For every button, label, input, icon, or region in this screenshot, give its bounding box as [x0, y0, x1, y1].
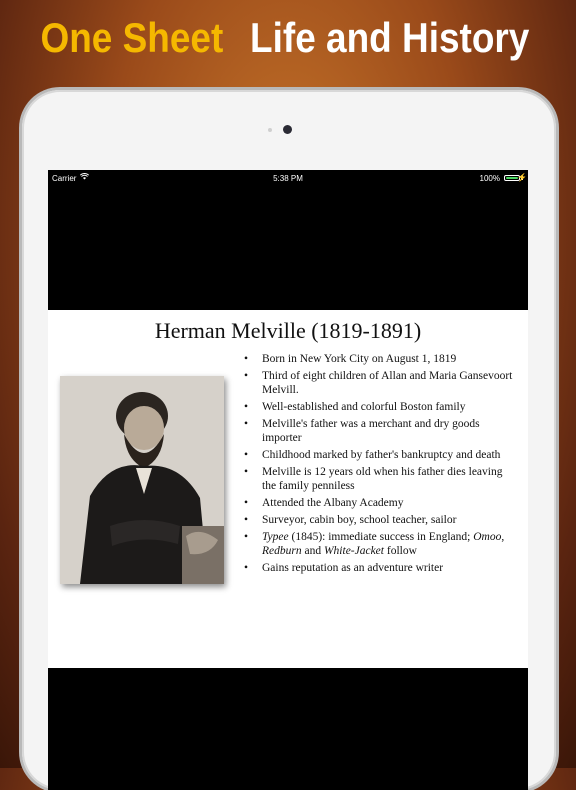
follow-text: follow [383, 545, 417, 557]
battery-percent: 100% [479, 174, 500, 183]
list-item: • Gains reputation as an adventure writer [242, 561, 518, 575]
book-title-typee: Typee [262, 531, 289, 543]
list-item: • Born in New York City on August 1, 1819 [242, 352, 518, 366]
list-item: • Melville's father was a merchant and dry goods importer [242, 417, 518, 445]
front-camera [283, 125, 292, 134]
clock: 5:38 PM [273, 174, 303, 183]
list-item: • Attended the Albany Academy [242, 496, 518, 510]
and-text: and [301, 545, 324, 557]
book-title-redburn: Redburn [262, 545, 302, 557]
slide-page [48, 310, 528, 668]
book-title-omoo: Omoo [473, 531, 502, 543]
banner-main-text: Life and History [249, 14, 530, 61]
portrait-photo [60, 376, 224, 584]
list-item: • Childhood marked by father's bankruptcy and death [242, 448, 518, 462]
charging-bolt-icon: ⚡ [517, 173, 527, 182]
bullet-list [242, 352, 518, 578]
list-item: • Well-established and colorful Boston family [242, 400, 518, 414]
list-item: • Melville is 12 years old when his father dies leaving the family penniless [242, 465, 518, 493]
tablet-screen [48, 170, 528, 790]
typee-text: (1845): immediate success in England; [288, 531, 474, 543]
list-item: • Third of eight children of Allan and Maria Gansevoort Melvill. [242, 369, 518, 397]
list-item-typee [242, 530, 518, 558]
promo-banner [0, 14, 576, 70]
list-item: • Surveyor, cabin boy, school teacher, sailor [242, 513, 518, 527]
book-title-white-jacket: White-Jacket [323, 545, 384, 557]
banner-accent-text: One Sheet [40, 14, 224, 61]
tablet-frame [22, 90, 556, 790]
carrier-label: Carrier [52, 174, 77, 183]
sensor-dot [268, 128, 272, 132]
slide-title: Herman Melville (1819-1891) [154, 318, 422, 343]
status-bar [48, 170, 528, 188]
separator: , [501, 531, 505, 543]
